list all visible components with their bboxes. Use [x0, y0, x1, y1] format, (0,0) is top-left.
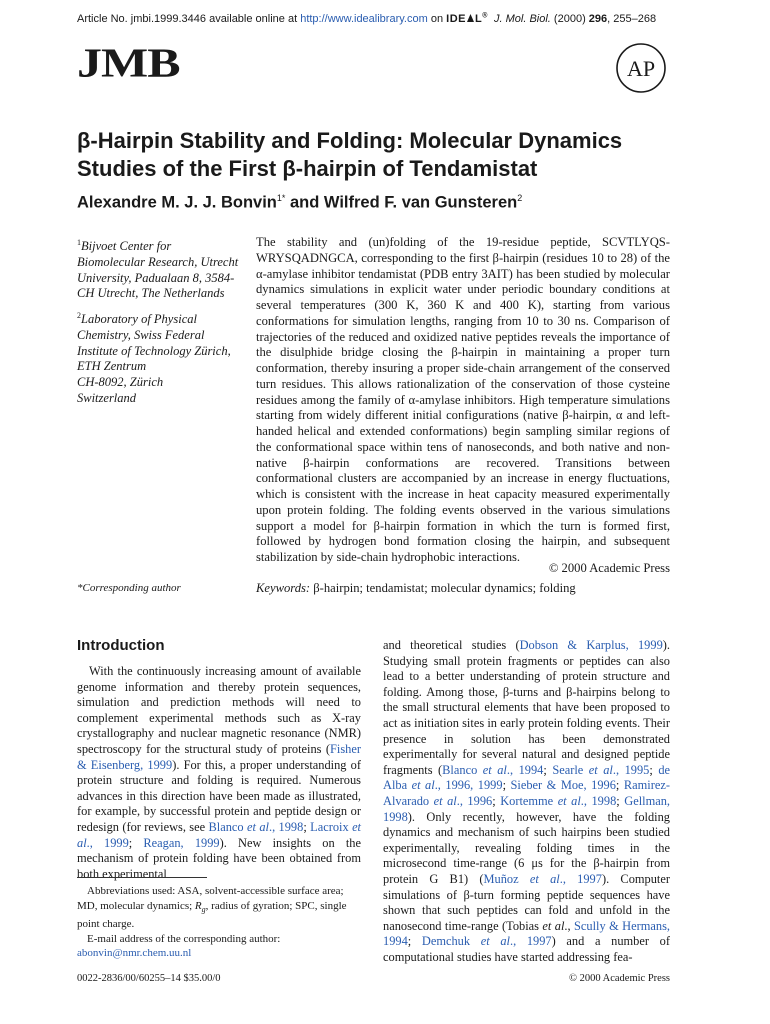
body-column-right	[383, 638, 670, 965]
citation-link[interactable]: Dobson & Karplus, 1999	[519, 638, 663, 652]
publisher-mark-text: AP	[626, 56, 656, 81]
email-footnote: E-mail address of the corresponding author:	[87, 932, 281, 945]
citation-link[interactable]: de Alba et al., 1996, 1999	[383, 762, 671, 793]
footer-copyright: © 2000 Academic Press	[568, 973, 670, 984]
running-header: Article No. jmbi.1999.3446 available online at http://www.idealibrary.com on IDE L® J. Mol. Biol. (2000) 296, 255–268	[77, 12, 657, 25]
corresponding-author-note: *Corresponding author	[77, 582, 181, 594]
citation-link[interactable]: Lacroix et al., 1999	[77, 819, 362, 850]
abstract-copyright: © 2000 Academic Press	[548, 561, 670, 575]
footnote-divider	[77, 877, 207, 878]
affiliations	[77, 235, 249, 412]
keywords-text: β-hairpin; tendamistat; molecular dynamics; folding	[310, 581, 576, 595]
idealibrary-link[interactable]: http://www.idealibrary.com	[300, 13, 428, 25]
author-name: Alexandre M. J. J. Bonvin	[77, 193, 277, 212]
keywords-label: Keywords:	[256, 581, 311, 595]
article-number: Article No. jmbi.1999.3446 available online at	[77, 13, 301, 25]
abstract: The stability and (un)folding of the 19-residue peptide, SCVTLYQS-WRYSQADNGCA, corresponding to the first β-hairpin (residues 10 to 28) of the α-amylase inhibitor tendamistat (PDB entry 3AIT) has been studied by molecular dynamics simulations in explicit water under periodic boundary conditions at several temperatures (300 K, 360 K and 400 K), starting from various conformations for simulation lengths, ranging from 10 to 30 ns. Comparison of trajectories of the reduced and oxidized native peptides reveals the importance of the disulphide bridge closing the β-hairpin in maintaining a proper turn conformation, thereby insuring a proper side-chain arrangement of the conserved turn residues. This allows rationalization of the conservation of those cysteine residues among the family of α-amylase inhibitors. High temperature simulations starting from widely different initial configurations (native β-hairpin, α and left-handed helical and extended conformations) begin sampling similar regions of the conformational space within tens of nanoseconds, and both native and non-native β-hairpin conformations are recovered. Transitions between conformational clusters are accompanied by an increase in energy fluctuations, which is consistent with the increase in heat capacity measured experimentally upon protein folding. The folding events observed in the various simulations support a model for β-hairpin formation in which the turn is formed first, followed by hydrogen bond formation closing the hairpin, and subsequent stabilization by side-chain hydrophobic interactions.	[256, 235, 670, 564]
citation-link[interactable]: Blanco et al., 1998	[208, 819, 304, 834]
citation-link[interactable]: Gellman, 1998	[383, 793, 671, 824]
citation-link[interactable]: Ramirez-Alvarado et al., 1996	[383, 778, 670, 808]
journal-pages: , 255–268	[607, 13, 657, 25]
citation-link[interactable]: Fisher & Eisenberg, 1999	[77, 741, 361, 772]
journal-logo: JMB	[77, 39, 180, 86]
ideal-logo: IDE L®	[446, 12, 488, 25]
keywords	[256, 581, 676, 596]
email-link[interactable]: abonvin@nmr.chem.uu.nl	[77, 947, 192, 960]
citation-link[interactable]: Scully & Hermans, 1994	[383, 918, 670, 949]
citation-link[interactable]: Searle et al., 1995	[552, 762, 650, 777]
citation-link[interactable]: Demchuk et al., 1997	[421, 934, 552, 949]
publisher-logo-icon	[615, 42, 667, 94]
affiliation-1: $^1$Bijvoet Center for Biomolecular Research, Utrecht University, Padualaan 8, 3584- CH Utrecht, The Netherlands	[77, 238, 239, 301]
author-list: Alexandre M. J. J. Bonvin$^{1*}$ and Wilfred F. van Gunsteren$^2$	[77, 193, 523, 212]
article-title: β-Hairpin Stability and Folding: Molecular Dynamics Studies of the First β-hairpin of Tendamistat	[77, 128, 623, 181]
citation-link[interactable]: Sieber & Moe, 1996	[510, 778, 616, 793]
body-column-left	[77, 664, 361, 882]
footer-issn: 0022-2836/00/60255–14 $35.00/0	[77, 973, 221, 984]
citation-link[interactable]: Kortemme et al., 1998	[500, 793, 617, 808]
section-heading-introduction: Introduction	[77, 637, 165, 654]
intro-paragraph-1-continued: and theoretical studies (Dobson & Karplus, 1999). Studying small protein fragments or peptides can also lead to a better understanding of protein structure and folding. Among those, β-turns and β-hairpins belong to the small structural elements that have been proposed to act as initiation sites in early protein folding events. Their presence in solution has been demonstrated experimentally for several natural and designed peptide fragments (Blanco et al., 1994; Searle et al., 1995; de Alba et al., 1996, 1999; Sieber & Moe, 1996; Ramirez-Alvarado et al., 1996; Kortemme et al., 1998; Gellman, 1998). Only recently, however, have the folding dynamics and mechanism of such hairpins been studied experimentally, revealing folding times in the microsecond time-range (6 μs for the β-hairpin from protein G B1) (Muñoz et al., 1997). Computer simulations of β-turn forming peptide sequences have shown that such peptides can fold and unfold in the nanosecond time-range (Tobias et al., Scully & Hermans, 1994; Demchuk et al., 1997) and a number of computational studies have started addressing fea-	[383, 638, 671, 964]
citation-link[interactable]: Blanco et al., 1994	[442, 762, 544, 777]
author-name: Wilfred F. van Gunsteren	[323, 193, 518, 212]
abbreviations-footnote: Abbreviations used: ASA, solvent-accessible surface area; MD, molecular dynamics; $R_g$, radius of gyration; SPC, single point charge.	[77, 885, 347, 931]
affiliation-2: $^2$Laboratory of Physical Chemistry, Swiss Federal Institute of Technology Zürich, ETH Zentrum CH-8092, Zürich Switzerland	[77, 310, 231, 405]
intro-paragraph-1: With the continuously increasing amount of available genome information and thereby protein sequences, simulation and prediction methods will need to complement experimental methods such as X-ray crystallography and nuclear magnetic resonance (NMR) spectroscopy for the structural study of proteins (Fisher & Eisenberg, 1999). For this, a proper understanding of protein structure and folding is required. Numerous advances in this direction have been made as illustrated, for example, by successful protein and peptide design or redesign (for reviews, see Blanco et al., 1998; Lacroix et al., 1999; Reagan, 1999). New insights on the mechanism of protein folding have been obtained from both experimental	[77, 664, 362, 881]
journal-name: J. Mol. Biol.	[494, 13, 551, 25]
citation-link[interactable]: Reagan, 1999	[143, 835, 220, 850]
citation-link[interactable]: Muñoz et al., 1997	[483, 871, 602, 886]
footnotes	[77, 884, 361, 961]
journal-volume: 296	[588, 13, 608, 25]
